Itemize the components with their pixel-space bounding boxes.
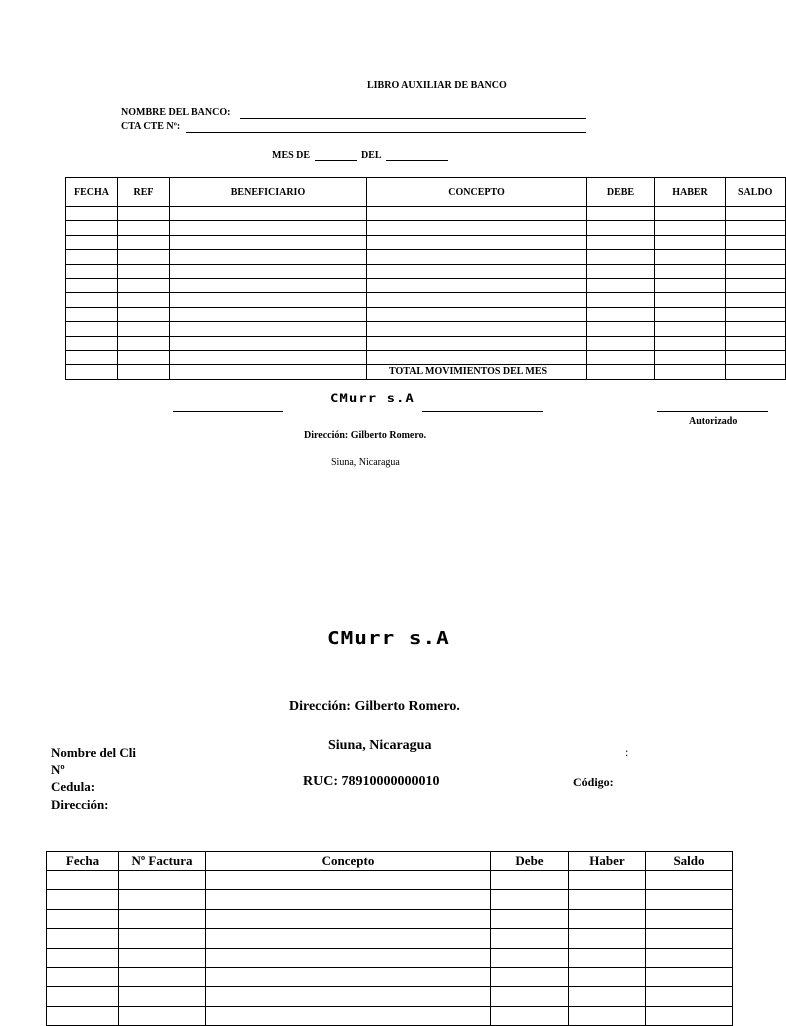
invoice-row-cell[interactable]	[47, 929, 119, 948]
ledger-row-cell[interactable]	[587, 293, 655, 307]
invoice-row-cell[interactable]	[119, 967, 206, 986]
ledger-row-cell[interactable]	[170, 278, 367, 292]
ledger-row-cell[interactable]	[655, 235, 726, 249]
ledger-row-cell[interactable]	[655, 307, 726, 321]
ledger-row-cell[interactable]	[367, 350, 587, 364]
invoice-row-cell[interactable]	[569, 929, 646, 948]
ledger-row-cell[interactable]	[655, 293, 726, 307]
ledger-col-fecha: FECHA	[66, 178, 118, 207]
ledger-row-cell[interactable]	[367, 264, 587, 278]
ledger-row	[66, 264, 786, 278]
client-direccion-label: Dirección:	[51, 797, 109, 812]
ledger-row-cell[interactable]	[587, 250, 655, 264]
ledger-title: LIBRO AUXILIAR DE BANCO	[367, 80, 507, 91]
invoice-row	[47, 967, 733, 986]
invoice-row-cell[interactable]	[119, 909, 206, 928]
ledger-row-cell[interactable]	[367, 293, 587, 307]
ledger-row-cell[interactable]	[655, 264, 726, 278]
ledger-row-cell[interactable]	[118, 250, 170, 264]
invoice-row-cell[interactable]	[569, 987, 646, 1006]
ledger-table	[65, 177, 786, 380]
invoice-row-cell[interactable]	[491, 967, 569, 986]
invoice-city: Siuna, Nicaragua	[328, 738, 432, 753]
company-logo-small: CMurr s.A	[330, 392, 415, 406]
ledger-col-concepto: CONCEPTO	[367, 178, 587, 207]
ledger-row-cell[interactable]	[118, 278, 170, 292]
ledger-row-cell[interactable]	[118, 221, 170, 235]
ledger-row	[66, 322, 786, 336]
ledger-row-cell[interactable]	[118, 207, 170, 221]
ledger-row-cell[interactable]	[726, 278, 786, 292]
invoice-row-cell[interactable]	[491, 987, 569, 1006]
invoice-row-cell[interactable]	[206, 871, 491, 890]
ledger-row	[66, 336, 786, 350]
authorized-label: Autorizado	[689, 416, 738, 427]
ledger-col-beneficiario: BENEFICIARIO	[170, 178, 367, 207]
invoice-row	[47, 987, 733, 1006]
invoice-row-cell[interactable]	[47, 890, 119, 909]
invoice-col-debe: Debe	[491, 852, 569, 871]
invoice-table	[46, 851, 733, 1026]
ledger-row-cell[interactable]	[726, 264, 786, 278]
ledger-row-cell[interactable]	[726, 307, 786, 321]
invoice-row-cell[interactable]	[119, 948, 206, 967]
signature-line-middle[interactable]	[422, 411, 543, 412]
ledger-row-cell[interactable]	[66, 250, 118, 264]
ledger-row-cell[interactable]	[587, 307, 655, 321]
ledger-row	[66, 221, 786, 235]
ledger-row-cell[interactable]	[118, 307, 170, 321]
ledger-row-cell[interactable]	[66, 278, 118, 292]
ledger-col-haber: HABER	[655, 178, 726, 207]
account-field[interactable]	[186, 132, 586, 133]
ledger-row-cell[interactable]	[367, 278, 587, 292]
invoice-row-cell[interactable]	[119, 1006, 206, 1025]
ledger-row-cell[interactable]	[170, 250, 367, 264]
ledger-row-cell[interactable]	[66, 207, 118, 221]
invoice-row-cell[interactable]	[646, 967, 733, 986]
invoice-row-cell[interactable]	[646, 1006, 733, 1025]
ledger-row-cell[interactable]	[726, 250, 786, 264]
client-number-label: Nº	[51, 762, 65, 777]
invoice-row-cell[interactable]	[206, 929, 491, 948]
invoice-body	[47, 871, 733, 1026]
invoice-row-cell[interactable]	[569, 909, 646, 928]
ledger-row-cell[interactable]	[170, 221, 367, 235]
invoice-code-label: Código:	[573, 775, 614, 789]
invoice-row-cell[interactable]	[646, 987, 733, 1006]
ledger-row-cell[interactable]	[66, 221, 118, 235]
invoice-row	[47, 890, 733, 909]
invoice-row-cell[interactable]	[206, 890, 491, 909]
invoice-row-cell[interactable]	[569, 967, 646, 986]
invoice-row-cell[interactable]	[491, 909, 569, 928]
invoice-row-cell[interactable]	[491, 929, 569, 948]
invoice-row-cell[interactable]	[119, 987, 206, 1006]
invoice-row-cell[interactable]	[206, 987, 491, 1006]
ledger-row-cell[interactable]	[655, 221, 726, 235]
invoice-row-cell[interactable]	[119, 871, 206, 890]
ledger-row-cell[interactable]	[587, 264, 655, 278]
signature-address: Dirección: Gilberto Romero.	[304, 430, 427, 441]
invoice-row-cell[interactable]	[47, 1006, 119, 1025]
ledger-row-cell[interactable]	[170, 336, 367, 350]
year-label: DEL	[361, 150, 382, 161]
ledger-total-label: TOTAL MOVIMIENTOS DEL MES	[367, 365, 587, 379]
invoice-row-cell[interactable]	[119, 929, 206, 948]
ledger-row-cell[interactable]	[367, 207, 587, 221]
ledger-row-cell[interactable]	[118, 350, 170, 364]
ledger-row-cell[interactable]	[367, 221, 587, 235]
invoice-row	[47, 1006, 733, 1025]
ledger-row-cell[interactable]	[655, 336, 726, 350]
ledger-row-cell[interactable]	[118, 336, 170, 350]
ledger-row-cell[interactable]	[587, 350, 655, 364]
ledger-row-cell[interactable]	[367, 336, 587, 350]
signature-city: Siuna, Nicaragua	[331, 457, 400, 468]
ledger-col-ref: REF	[118, 178, 170, 207]
invoice-col-concepto: Concepto	[206, 852, 491, 871]
ledger-row-cell[interactable]	[66, 336, 118, 350]
invoice-row-cell[interactable]	[206, 909, 491, 928]
ledger-row-cell[interactable]	[726, 207, 786, 221]
invoice-row-cell[interactable]	[491, 871, 569, 890]
company-logo-large: CMurr s.A	[327, 628, 450, 649]
ledger-row-cell[interactable]	[118, 293, 170, 307]
ledger-row-cell[interactable]	[66, 264, 118, 278]
ledger-row-cell[interactable]	[655, 207, 726, 221]
invoice-row	[47, 948, 733, 967]
ledger-row-cell[interactable]	[726, 235, 786, 249]
invoice-row-cell[interactable]	[646, 909, 733, 928]
ledger-row-cell[interactable]	[655, 250, 726, 264]
invoice-row	[47, 871, 733, 890]
ledger-col-saldo: SALDO	[726, 178, 786, 207]
ledger-header-row	[66, 178, 786, 207]
account-label: CTA CTE Nº:	[121, 121, 181, 132]
invoice-row-cell[interactable]	[569, 871, 646, 890]
ledger-row-cell[interactable]	[367, 250, 587, 264]
invoice-row-cell[interactable]	[47, 967, 119, 986]
ledger-row-cell[interactable]	[118, 322, 170, 336]
invoice-row-cell[interactable]	[569, 1006, 646, 1025]
invoice-row-cell[interactable]	[646, 929, 733, 948]
ledger-row-cell[interactable]	[587, 278, 655, 292]
invoice-row-cell[interactable]	[47, 871, 119, 890]
ledger-row-cell[interactable]	[726, 221, 786, 235]
ledger-row-cell[interactable]	[170, 350, 367, 364]
invoice-row-cell[interactable]	[646, 871, 733, 890]
invoice-col-haber: Haber	[569, 852, 646, 871]
ledger-row-cell[interactable]	[726, 350, 786, 364]
invoice-col-factura: Nº Factura	[119, 852, 206, 871]
signature-line-left[interactable]	[173, 411, 283, 412]
invoice-row-cell[interactable]	[206, 1006, 491, 1025]
ledger-row-cell[interactable]	[587, 235, 655, 249]
invoice-row-cell[interactable]	[491, 1006, 569, 1025]
ledger-row-cell[interactable]	[170, 322, 367, 336]
invoice-col-saldo: Saldo	[646, 852, 733, 871]
invoice-row-cell[interactable]	[491, 948, 569, 967]
ledger-row-cell[interactable]	[367, 322, 587, 336]
ledger-row	[66, 293, 786, 307]
bank-name-field[interactable]	[240, 118, 586, 119]
ledger-row-cell[interactable]	[66, 293, 118, 307]
ledger-row-cell[interactable]	[118, 235, 170, 249]
invoice-row-cell[interactable]	[646, 890, 733, 909]
bank-name-label: NOMBRE DEL BANCO:	[121, 107, 231, 118]
ledger-row-cell[interactable]	[655, 322, 726, 336]
invoice-header-row	[47, 852, 733, 871]
invoice-row-cell[interactable]	[119, 890, 206, 909]
ledger-row-cell[interactable]	[587, 221, 655, 235]
invoice-row-cell[interactable]	[569, 890, 646, 909]
ledger-row-cell[interactable]	[170, 207, 367, 221]
ledger-row-cell[interactable]	[655, 278, 726, 292]
ledger-row	[66, 250, 786, 264]
ledger-row-cell[interactable]	[587, 322, 655, 336]
invoice-row-cell[interactable]	[569, 948, 646, 967]
ledger-row-cell[interactable]	[587, 336, 655, 350]
month-field[interactable]	[315, 160, 357, 161]
ledger-row-cell[interactable]	[367, 307, 587, 321]
invoice-ruc: RUC: 78910000000010	[303, 774, 440, 789]
invoice-row-cell[interactable]	[646, 948, 733, 967]
ledger-row	[66, 307, 786, 321]
invoice-address: Dirección: Gilberto Romero.	[289, 699, 460, 714]
ledger-col-debe: DEBE	[587, 178, 655, 207]
client-name-label: Nombre del Cli	[51, 745, 136, 760]
invoice-col-fecha: Fecha	[47, 852, 119, 871]
ledger-row-cell[interactable]	[66, 322, 118, 336]
ledger-body	[66, 207, 786, 365]
invoice-row	[47, 929, 733, 948]
ledger-row	[66, 350, 786, 364]
invoice-row	[47, 909, 733, 928]
ledger-row-cell[interactable]	[66, 235, 118, 249]
invoice-row-cell[interactable]	[47, 987, 119, 1006]
stray-mark: :	[625, 745, 629, 759]
invoice-row-cell[interactable]	[47, 948, 119, 967]
ledger-row	[66, 278, 786, 292]
ledger-row	[66, 235, 786, 249]
ledger-total-row	[66, 365, 786, 379]
ledger-row-cell[interactable]	[726, 293, 786, 307]
ledger-row-cell[interactable]	[587, 207, 655, 221]
invoice-row-cell[interactable]	[491, 890, 569, 909]
ledger-row-cell[interactable]	[726, 322, 786, 336]
year-field[interactable]	[386, 160, 448, 161]
invoice-row-cell[interactable]	[206, 967, 491, 986]
ledger-row-cell[interactable]	[170, 293, 367, 307]
invoice-row-cell[interactable]	[47, 909, 119, 928]
ledger-row-cell[interactable]	[66, 350, 118, 364]
invoice-row-cell[interactable]	[206, 948, 491, 967]
ledger-row-cell[interactable]	[170, 235, 367, 249]
ledger-row-cell[interactable]	[66, 307, 118, 321]
ledger-row-cell[interactable]	[367, 235, 587, 249]
ledger-row-cell[interactable]	[170, 264, 367, 278]
ledger-row-cell[interactable]	[170, 307, 367, 321]
ledger-row-cell[interactable]	[118, 264, 170, 278]
ledger-row-cell[interactable]	[726, 336, 786, 350]
month-label: MES DE	[272, 150, 311, 161]
ledger-row	[66, 207, 786, 221]
client-cedula-label: Cedula:	[51, 779, 96, 794]
ledger-row-cell[interactable]	[655, 350, 726, 364]
signature-line-right[interactable]	[657, 411, 768, 412]
